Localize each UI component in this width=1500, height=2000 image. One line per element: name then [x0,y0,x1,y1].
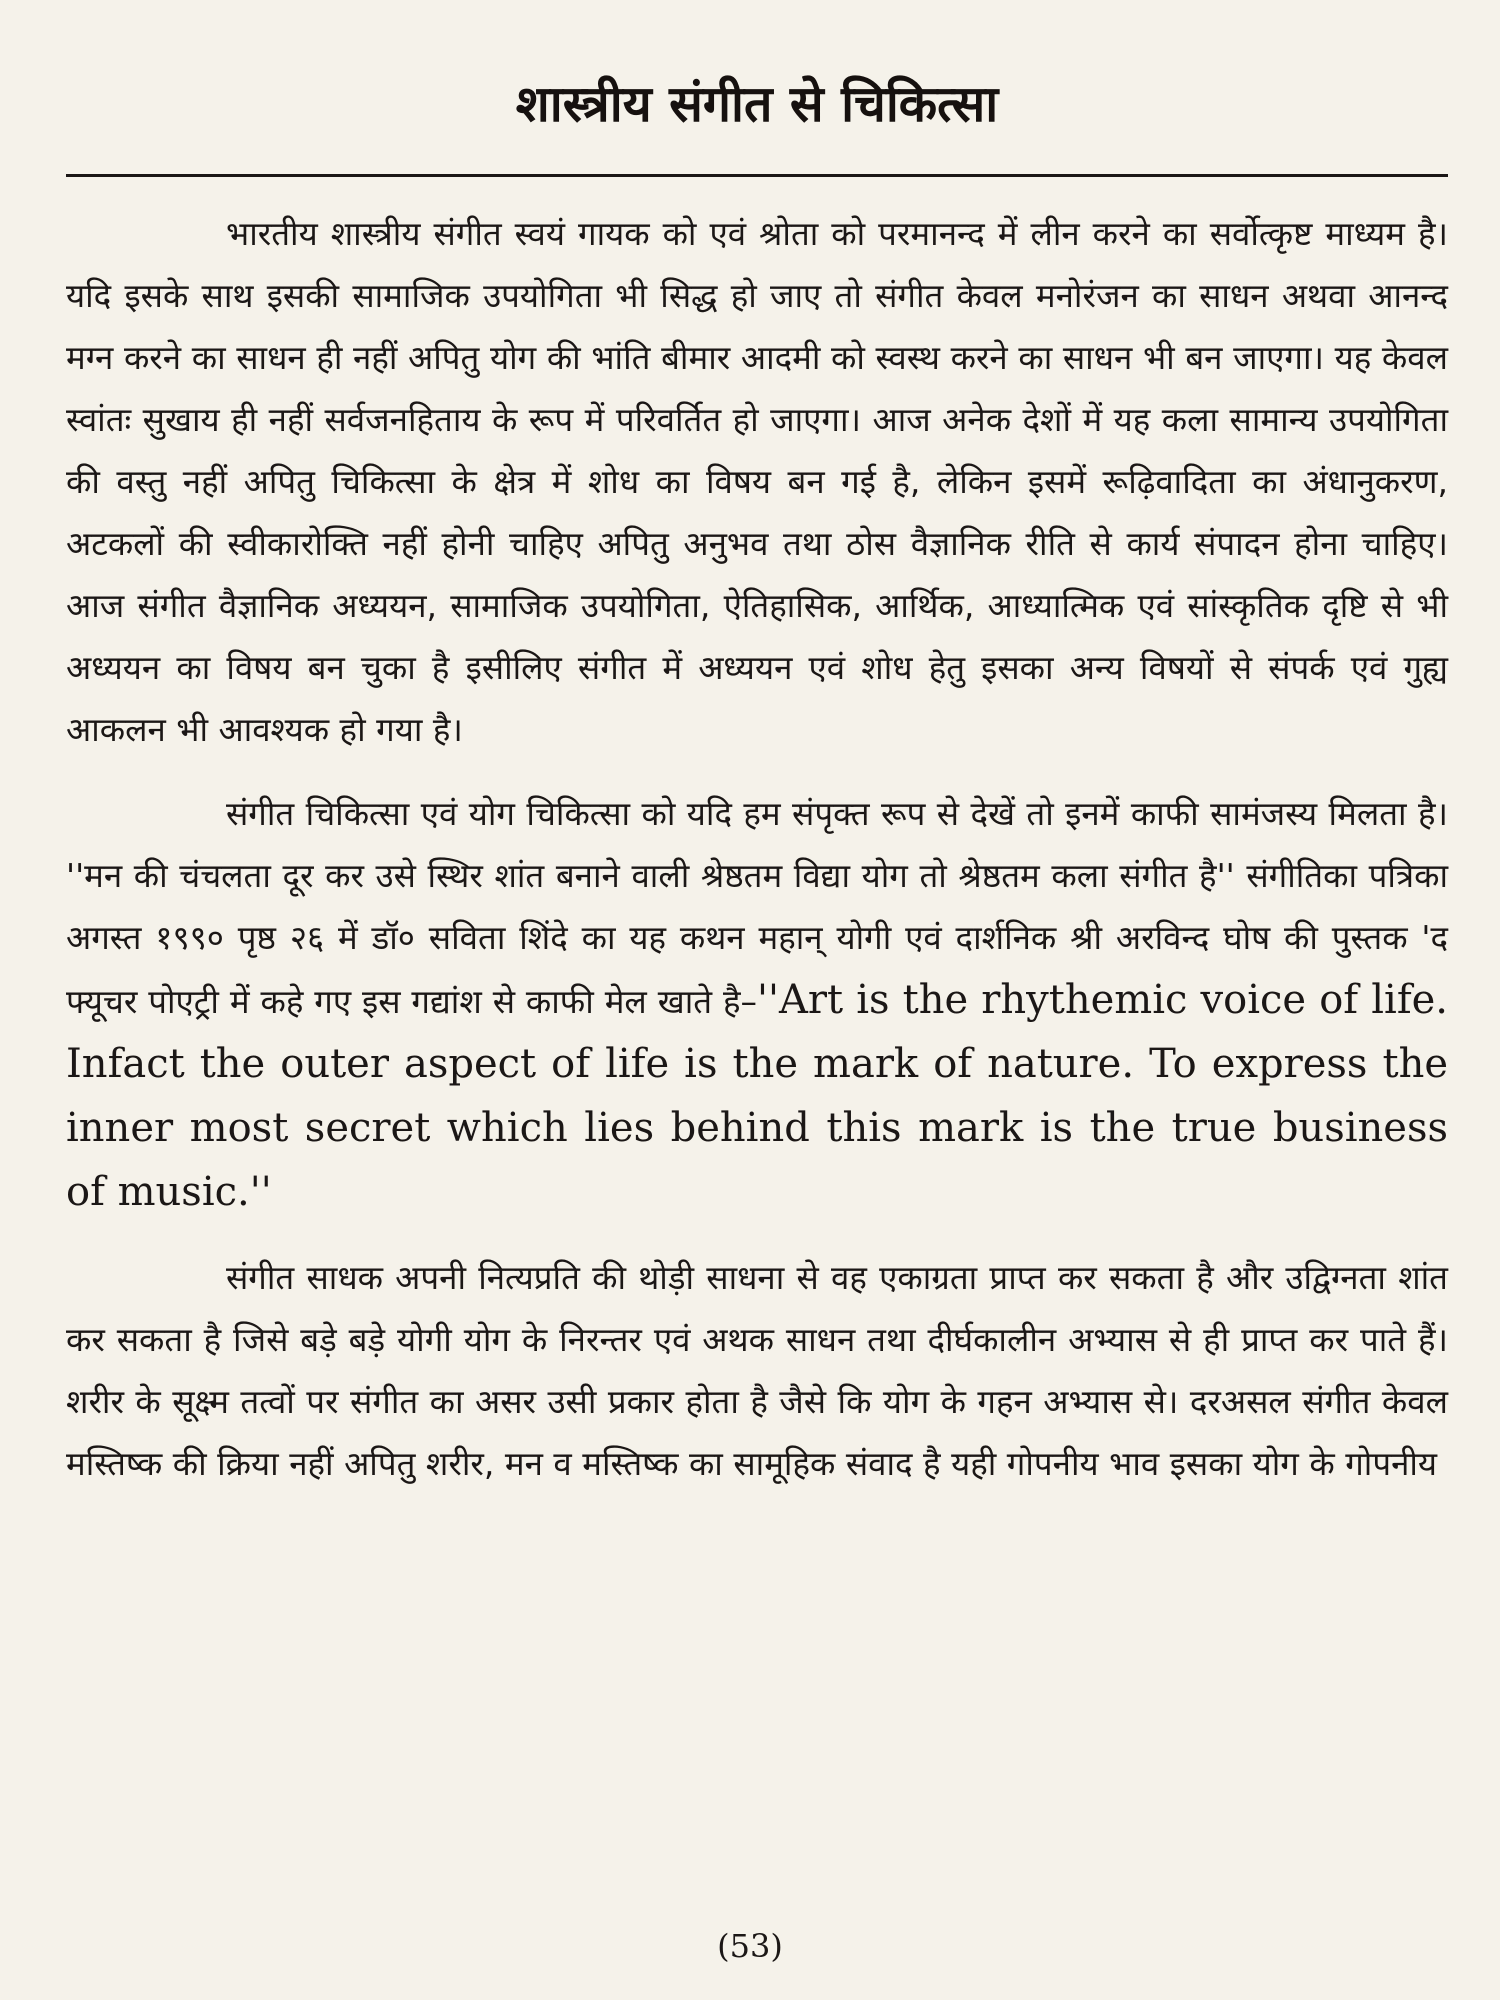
paragraph-1: भारतीय शास्त्रीय संगीत स्वयं गायक को एवं श्रोता को परमानन्द में लीन करने का सर्वोत्कृष्ट माध्यम है। यदि इसके साथ इसकी सामाजिक उपयोगिता भी सिद्ध हो जाए तो संगीत केवल मनोरंजन का साधन अथवा आनन्द मग्न करने का साधन ही नहीं अपितु योग की भांति बीमार आदमी को स्वस्थ करने का साधन भी बन जाएगा। यह केवल स्वांतः सुखाय ही नहीं सर्वजनहिताय के रूप में परिवर्तित हो जाएगा। आज अनेक देशों में यह कला सामान्य उपयोगिता की वस्तु नहीं अपितु चिकित्सा के क्षेत्र में शोध का विषय बन गई है, लेकिन इसमें रूढ़िवादिता का अंधानुकरण, अटकलों की स्वीकारोक्ति नहीं होनी चाहिए अपितु अनुभव तथा ठोस वैज्ञानिक रीति से कार्य संपादन होना चाहिए। आज संगीत वैज्ञानिक अध्ययन, सामाजिक उपयोगिता, ऐतिहासिक, आर्थिक, आध्यात्मिक एवं सांस्कृतिक दृष्टि से भी अध्ययन का विषय बन चुका है इसीलिए संगीत में अध्ययन एवं शोध हेतु इसका अन्य विषयों से संपर्क एवं गुह्य आकलन भी आवश्यक हो गया है। [66,214,1448,749]
title-rule [66,174,1448,177]
page-number: (53) [717,1927,783,1965]
page-title: शास्त्रीय संगीत से चिकित्सा [515,75,999,133]
paragraph-2 [66,783,1448,1225]
paragraph-2-hindi: संगीत चिकित्सा एवं योग चिकित्सा को यदि हम संपृक्त रूप से देखें तो इनमें काफी सामंजस्य मिलता है। ''मन की चंचलता दूर कर उसे स्थिर शांत बनाने वाली श्रेष्ठतम विद्या योग तो श्रेष्ठतम कला संगीत है'' संगीतिका पत्रिका अगस्त १९९० पृष्ठ २६ में डॉ० सविता शिंदे का यह कथन महान् योगी एवं दार्शनिक श्री अरविन्द घोष की पुस्तक 'द फ्यूचर पोएट्री में कहे गए इस गद्यांश से काफी मेल खाते है– [66,794,1448,1021]
paragraph-3: संगीत साधक अपनी नित्यप्रति की थोड़ी साधना से वह एकाग्रता प्राप्त कर सकता है और उद्विग्नता शांत कर सकता है जिसे बड़े बड़े योगी योग के निरन्तर एवं अथक साधन तथा दीर्घकालीन अभ्यास से ही प्राप्त कर पाते हैं। शरीर के सूक्ष्म तत्वों पर संगीत का असर उसी प्रकार होता है जैसे कि योग के गहन अभ्यास से। दरअसल संगीत केवल मस्तिष्क की क्रिया नहीं अपितु शरीर, मन व मस्तिष्क का सामूहिक संवाद है यही गोपनीय भाव इसका योग के गोपनीय [66,1258,1448,1483]
aurobindo-quote: ''Art is the rhythemic voice of life. Infact the outer aspect of life is the mark of nature. To express the inner most secret which lies behind this mark is the true business of music.'' [66,977,1449,1215]
